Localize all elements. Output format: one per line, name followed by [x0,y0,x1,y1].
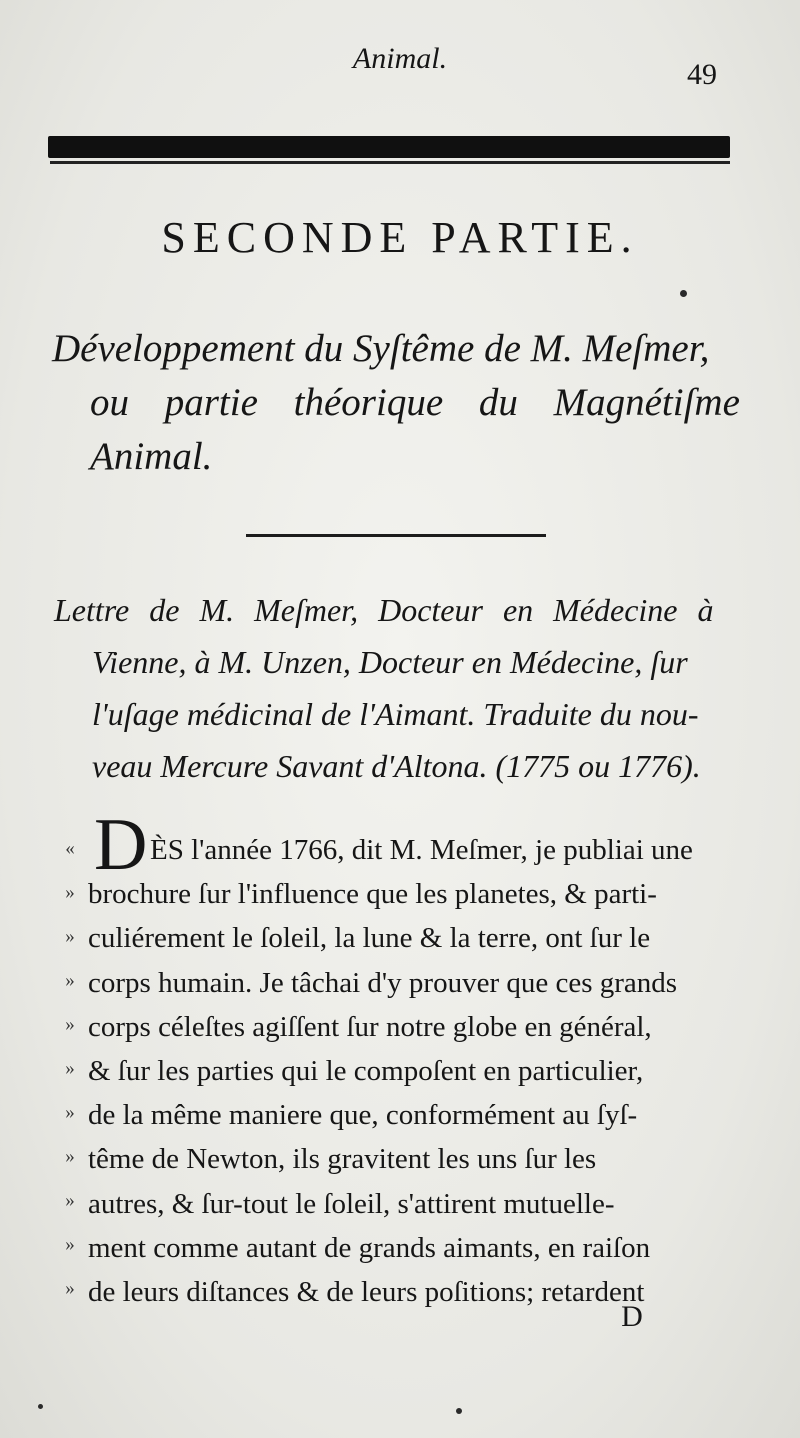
subtitle-line: Développement du Syſtême de M. Meſmer, [52,327,710,370]
margin-quote-mark: « [65,838,75,859]
ink-speck [38,1404,43,1409]
catchword: D [621,1300,643,1333]
header-rule-thin [50,161,730,164]
letter-heading-line: Vienne, à M. Unzen, Docteur en Médecine, ſur [92,644,688,680]
margin-quote-mark: » [65,1190,75,1211]
margin-quote-mark: » [65,1278,75,1299]
letter-heading-line: Lettre de M. Meſmer, Docteur en Médecine à [54,592,714,628]
body-line: de la même maniere que, conformément au ſyſ- [88,1099,638,1132]
margin-quote-mark: » [65,1058,75,1079]
page-number: 49 [687,58,717,91]
section-divider [246,534,546,537]
subtitle [52,322,742,484]
header-rule-thick [48,136,730,158]
body-line: & ſur les parties qui le compoſent en particulier, [88,1054,644,1087]
running-head: Animal. [352,42,448,75]
body-line: brochure ſur l'influence que les planetes, & parti- [88,878,657,911]
margin-quote-mark: » [65,882,75,903]
body-line: ment comme autant de grands aimants, en raiſon [88,1231,651,1264]
body-line: tême de Newton, ils gravitent les uns ſur les [88,1143,597,1176]
margin-quote-mark: » [65,1234,75,1255]
ink-speck [456,1408,462,1414]
body-line: corps humain. Je tâchai d'y prouver que ces grands [88,966,678,999]
letter-heading-line: veau Mercure Savant d'Altona. (1775 ou 1776). [92,748,701,784]
letter-heading-line: l'uſage médicinal de l'Aimant. Traduite du nou- [92,696,699,732]
subtitle-line: ou partie théorique du Magnétiſme [90,381,740,424]
part-title: SECONDE PARTIE. [161,213,639,262]
margin-quote-mark: » [65,970,75,991]
margin-quote-mark: » [65,1102,75,1123]
ink-speck [680,290,687,297]
drop-cap: D [94,804,148,886]
subtitle-line: Animal. [90,435,213,478]
body-line: de leurs diſtances & de leurs poſitions; retardent [88,1275,645,1308]
margin-quote-mark: » [65,1014,75,1035]
body-line: corps céleſtes agiſſent ſur notre globe en général, [88,1010,652,1043]
body-line: ÈS l'année 1766, dit M. Meſmer, je publiai une [150,834,693,866]
margin-quote-mark: » [65,1146,75,1167]
letter-heading [54,584,754,792]
margin-quote-mark: » [65,926,75,947]
body-line: autres, & ſur-tout le ſoleil, s'attirent mutuelle- [88,1187,615,1220]
body-line: culiérement le ſoleil, la lune & la terre, ont ſur le [88,922,651,955]
body-text [88,828,756,1314]
